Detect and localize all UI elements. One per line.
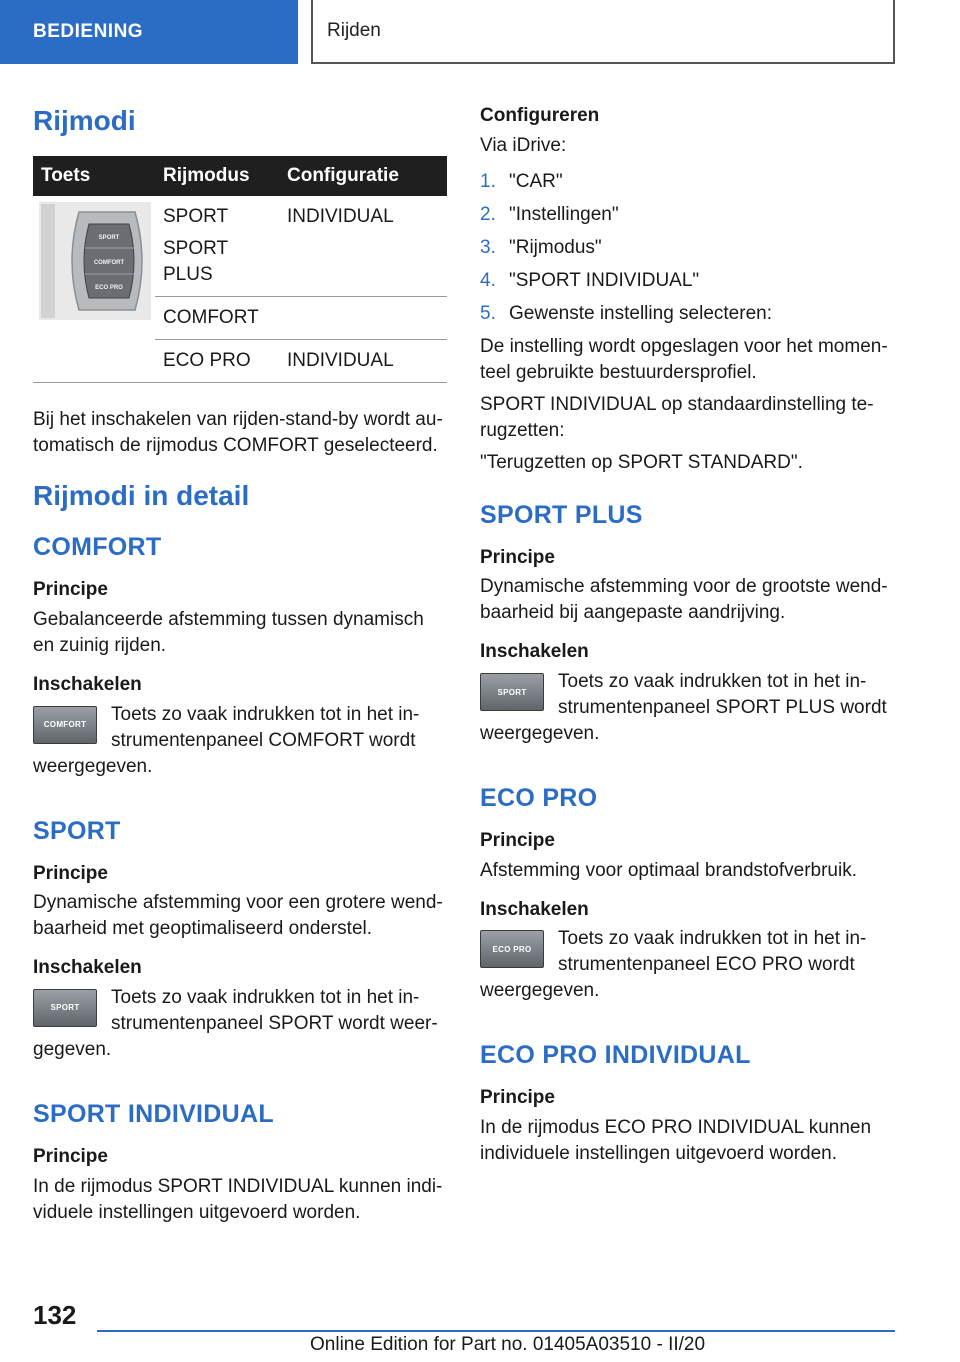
sport-switch-label: Inschakelen bbox=[33, 957, 142, 979]
page-number: 132 bbox=[33, 1300, 77, 1330]
footer-divider bbox=[97, 1330, 895, 1332]
switch-label-ecopro: ECO PRO bbox=[95, 284, 123, 291]
header-section: BEDIENING bbox=[0, 0, 298, 64]
mode-sport: SPORT bbox=[163, 205, 229, 227]
sport-plus-principle: Dynamische afstemming voor de grootste wend-baarheid bij aangepaste aandrijving. bbox=[480, 576, 888, 624]
comfort-title: COMFORT bbox=[33, 533, 162, 562]
configure-via: Via iDrive: bbox=[480, 134, 567, 156]
list-item bbox=[480, 264, 895, 297]
step-text: "Rijmodus" bbox=[509, 236, 602, 258]
right-column bbox=[480, 96, 895, 1167]
left-column bbox=[33, 96, 447, 1226]
table-cell-config: INDIVIDUAL bbox=[279, 339, 447, 382]
sport-plus-button-icon: SPORT bbox=[480, 673, 544, 711]
sport-plus-switch-text: Toets zo vaak indrukken tot in het in-strumentenpaneel SPORT PLUS wordt weergegeven. bbox=[480, 671, 887, 745]
list-item bbox=[480, 297, 895, 330]
mode-switch-image bbox=[39, 202, 151, 320]
table-header-rijmodus: Rijmodus bbox=[155, 156, 279, 196]
footer-edition: Online Edition for Part no. 01405A03510 - II/20 bbox=[310, 1334, 706, 1355]
eco-pro-individual-title: ECO PRO INDIVIDUAL bbox=[480, 1041, 751, 1070]
drive-mode-table bbox=[33, 156, 447, 383]
table-header-configuratie: Configuratie bbox=[279, 156, 447, 196]
comfort-switch-label: Inschakelen bbox=[33, 673, 142, 695]
switch-label-sport: SPORT bbox=[98, 234, 120, 241]
configure-steps bbox=[480, 165, 895, 330]
sport-individual-title: SPORT INDIVIDUAL bbox=[33, 1099, 274, 1128]
sport-principle: Dynamische afstemming voor een grotere wend-baarheid met geoptimaliseerd onderstel. bbox=[33, 892, 443, 940]
header-chapter: Rijden bbox=[311, 0, 895, 64]
eco-pro-switch-text: Toets zo vaak indrukken tot in het in-strumentenpaneel ECO PRO wordt weergegeven. bbox=[480, 928, 867, 1002]
eco-pro-individual-principle-label: Principe bbox=[480, 1087, 555, 1109]
step-number: 1. bbox=[480, 170, 496, 192]
sport-plus-switch-block bbox=[480, 669, 895, 747]
list-item bbox=[480, 198, 895, 231]
sport-individual-principle: In de rijmodus SPORT INDIVIDUAL kunnen indi-viduele instellingen uitgevoerd worden. bbox=[33, 1175, 443, 1223]
configure-saved: De instelling wordt opgeslagen voor het momen-teel gebruikte bestuurdersprofiel. bbox=[480, 335, 888, 383]
step-text: "CAR" bbox=[509, 170, 563, 192]
switch-label-comfort: COMFORT bbox=[93, 259, 125, 266]
step-number: 4. bbox=[480, 269, 496, 291]
table-row bbox=[33, 196, 447, 297]
step-text: "SPORT INDIVIDUAL" bbox=[509, 269, 700, 291]
mode-sport-plus-line1: SPORT bbox=[163, 237, 229, 259]
sport-plus-principle-label: Principe bbox=[480, 546, 555, 568]
comfort-button-icon: COMFORT bbox=[33, 706, 97, 744]
eco-pro-individual-principle: In de rijmodus ECO PRO INDIVIDUAL kunnen individuele instellingen uitgevoerd worden. bbox=[480, 1117, 872, 1165]
intro-text: Bij het inschakelen van rijden-stand-by wordt au-tomatisch de rijmodus COMFORT geselecteerd. bbox=[33, 408, 443, 456]
page-title: Rijmodi bbox=[33, 105, 136, 136]
table-cell-config: INDIVIDUAL bbox=[279, 196, 447, 297]
mode-sport-plus-line2: PLUS bbox=[163, 263, 213, 285]
detail-title: Rijmodi in detail bbox=[33, 479, 250, 511]
list-item bbox=[480, 231, 895, 264]
eco-pro-principle: Afstemming voor optimaal brandstofverbruik. bbox=[480, 859, 857, 881]
sport-principle-label: Principe bbox=[33, 862, 108, 884]
step-number: 5. bbox=[480, 302, 496, 324]
eco-pro-title: ECO PRO bbox=[480, 784, 598, 813]
table-cell-mode: ECO PRO bbox=[155, 339, 279, 382]
sport-individual-principle-label: Principe bbox=[33, 1145, 108, 1167]
step-text: Gewenste instelling selecteren: bbox=[509, 302, 772, 324]
eco-pro-principle-label: Principe bbox=[480, 830, 555, 852]
step-text: "Instellingen" bbox=[509, 203, 619, 225]
step-number: 2. bbox=[480, 203, 496, 225]
sport-title: SPORT bbox=[33, 816, 121, 845]
list-item bbox=[480, 165, 895, 198]
comfort-switch-block bbox=[33, 702, 447, 780]
configure-reset-intro: SPORT INDIVIDUAL op standaardinstelling te-rugzetten: bbox=[480, 393, 874, 441]
sport-button-icon: SPORT bbox=[33, 989, 97, 1027]
eco-pro-switch-label: Inschakelen bbox=[480, 898, 589, 920]
mode-switch-image-cell bbox=[33, 196, 155, 383]
configure-title: Configureren bbox=[480, 105, 600, 126]
eco-pro-button-icon: ECO PRO bbox=[480, 930, 544, 968]
step-number: 3. bbox=[480, 236, 496, 258]
table-header-toets: Toets bbox=[33, 156, 155, 196]
comfort-principle: Gebalanceerde afstemming tussen dynamisch en zuinig rijden. bbox=[33, 608, 424, 656]
sport-switch-text: Toets zo vaak indrukken tot in het in-strumentenpaneel SPORT wordt weer-gegeven. bbox=[33, 986, 438, 1060]
sport-plus-switch-label: Inschakelen bbox=[480, 641, 589, 663]
table-cell-mode bbox=[155, 196, 279, 297]
table-cell-mode: COMFORT bbox=[155, 296, 279, 339]
comfort-switch-text: Toets zo vaak indrukken tot in het in-strumentenpaneel COMFORT wordt weergegeven. bbox=[33, 703, 420, 777]
sport-plus-title: SPORT PLUS bbox=[480, 500, 643, 529]
comfort-principle-label: Principe bbox=[33, 579, 108, 601]
configure-reset-action: "Terugzetten op SPORT STANDARD". bbox=[480, 451, 803, 473]
sport-switch-block bbox=[33, 985, 447, 1063]
eco-pro-switch-block bbox=[480, 926, 895, 1004]
table-cell-config bbox=[279, 296, 447, 339]
